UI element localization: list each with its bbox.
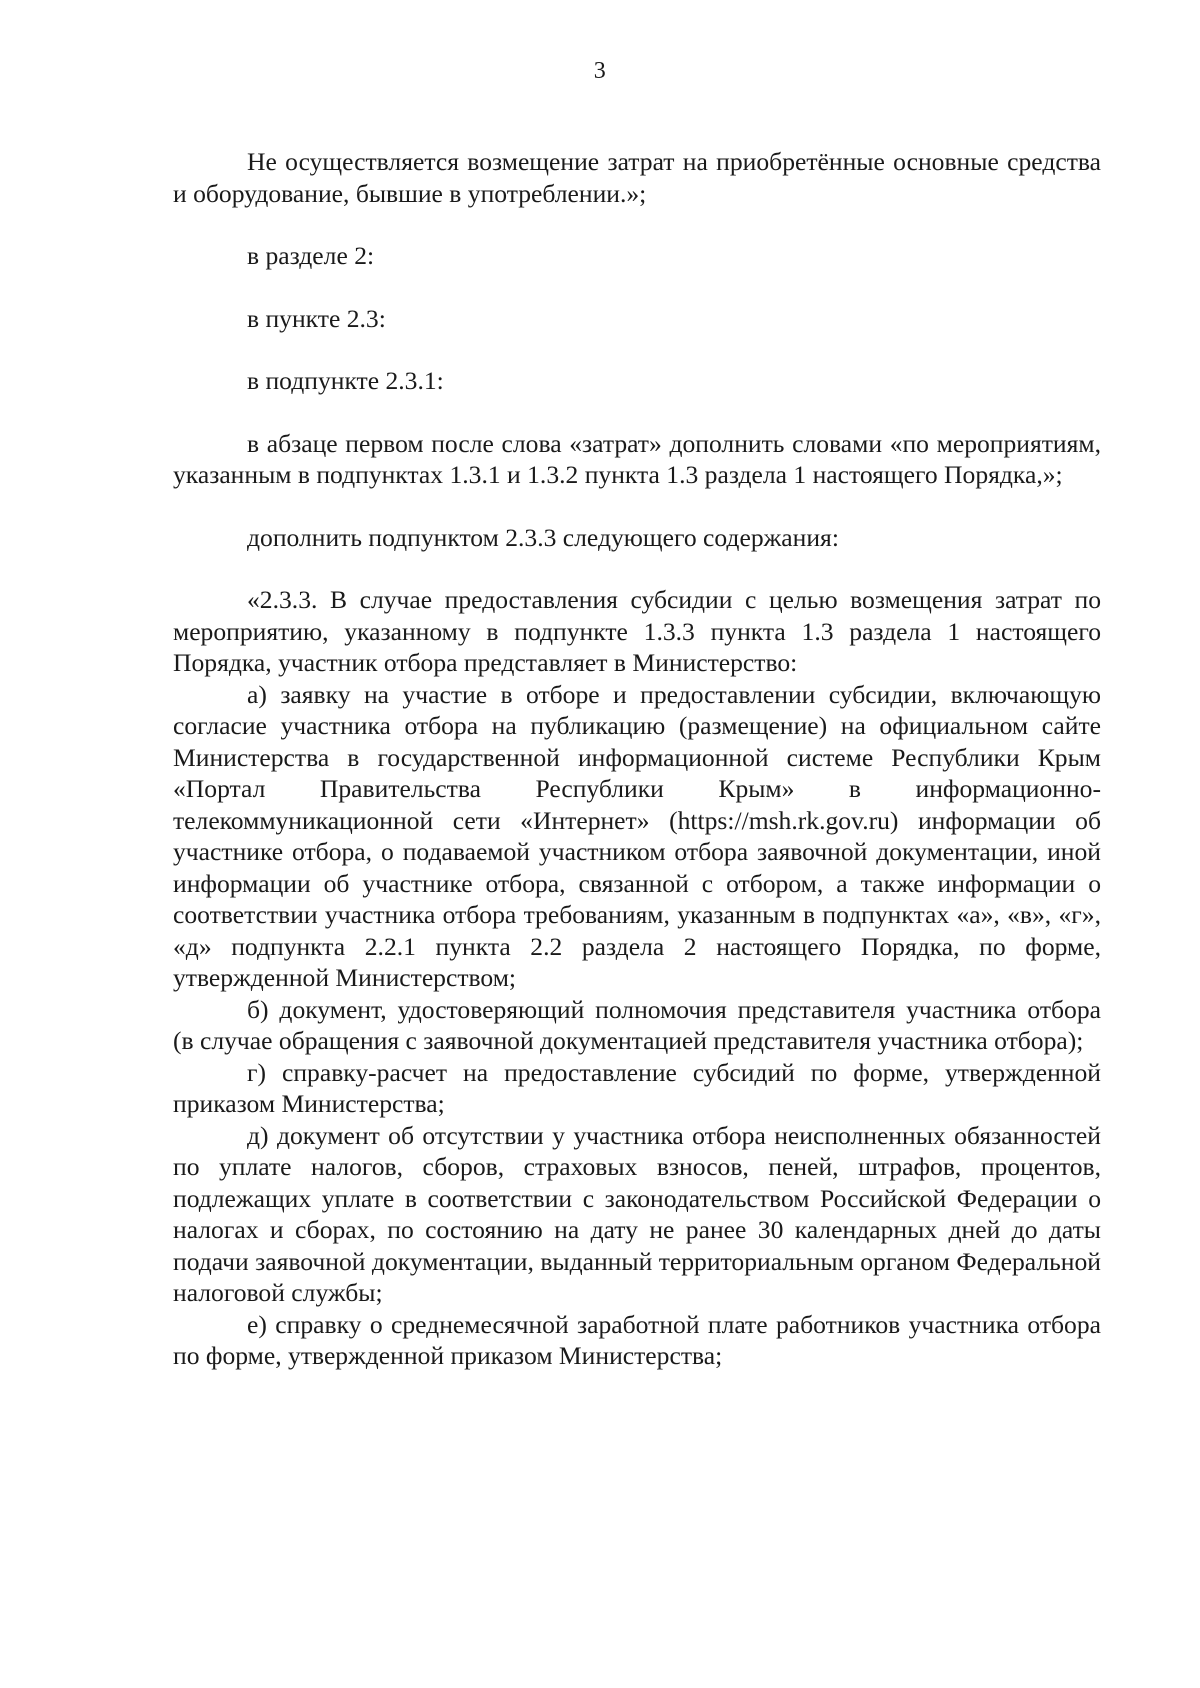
paragraph-clause-2-3: в пункте 2.3:	[247, 303, 386, 333]
paragraph-subclause-2-3-1: в подпункте 2.3.1:	[247, 366, 444, 395]
document-body	[173, 146, 1101, 1372]
paragraph-first-abzac-amendment: в абзаце первом после слова «затрат» дополнить словами «по мероприятиям, указанным в подпунктах 1.3.1 и 1.3.2 пункта 1.3 раздела 1 настоящего Порядка,»;	[173, 428, 1101, 489]
list-item-e: е) справку о среднемесячной заработной плате работников участника отбора по форме, утвержденной приказом Министерства;	[173, 1309, 1101, 1370]
paragraph-add-subclause-2-3-3: дополнить подпунктом 2.3.3 следующего содержания:	[247, 522, 839, 552]
paragraph-no-reimbursement: Не осуществляется возмещение затрат на приобретённые основные средства и оборудование, бывшие в употреблении.»;	[173, 147, 1101, 208]
list-item-d: д) документ об отсутствии у участника отбора неисполненных обязанностей по уплате налогов, сборов, страховых взносов, пеней, штрафов, процентов, подлежащих уплате в соответствии с законодательством Российской Федерации о налогах и сборах, по состоянию на дату не ранее 30 календарных дней до даты подачи заявочной документации, выданный территориальным органом Федеральной налоговой службы;	[173, 1120, 1101, 1307]
list-item-b: б) документ, удостоверяющий полномочия представителя участника отбора (в случае обращения с заявочной документацией представителя участника отбора);	[173, 994, 1101, 1055]
page-number: 3	[593, 58, 607, 84]
paragraph-section-2: в разделе 2:	[247, 241, 375, 270]
paragraph-subclause-2-3-3-text: «2.3.3. В случае предоставления субсидии с целью возмещения затрат по мероприятию, указанному в подпункте 1.3.3 пункта 1.3 раздела 1 настоящего Порядка, участник отбора представляет в Министерство:	[173, 585, 1101, 677]
list-item-a: а) заявку на участие в отборе и предоставлении субсидии, включающую согласие участника отбора на публикацию (размещение) на официальном сайте Министерства в государственной информационной системе Республики Крым «Портал Правительства Республики Крым» в информационно-телекоммуникационной сети «Интернет» (https://msh.rk.gov.ru) информации об участнике отбора, о подаваемой участником отбора заявочной документации, иной информации об участнике отбора, связанной с отбором, а также информации о соответствии участника отбора требованиям, указанным в подпунктах «а», «в», «г», «д» подпункта 2.2.1 пункта 2.2 раздела 2 настоящего Порядка, по форме, утвержденной Министерством;	[173, 679, 1101, 992]
list-item-g: г) справку-расчет на предоставление субсидий по форме, утвержденной приказом Министерства;	[173, 1057, 1101, 1118]
